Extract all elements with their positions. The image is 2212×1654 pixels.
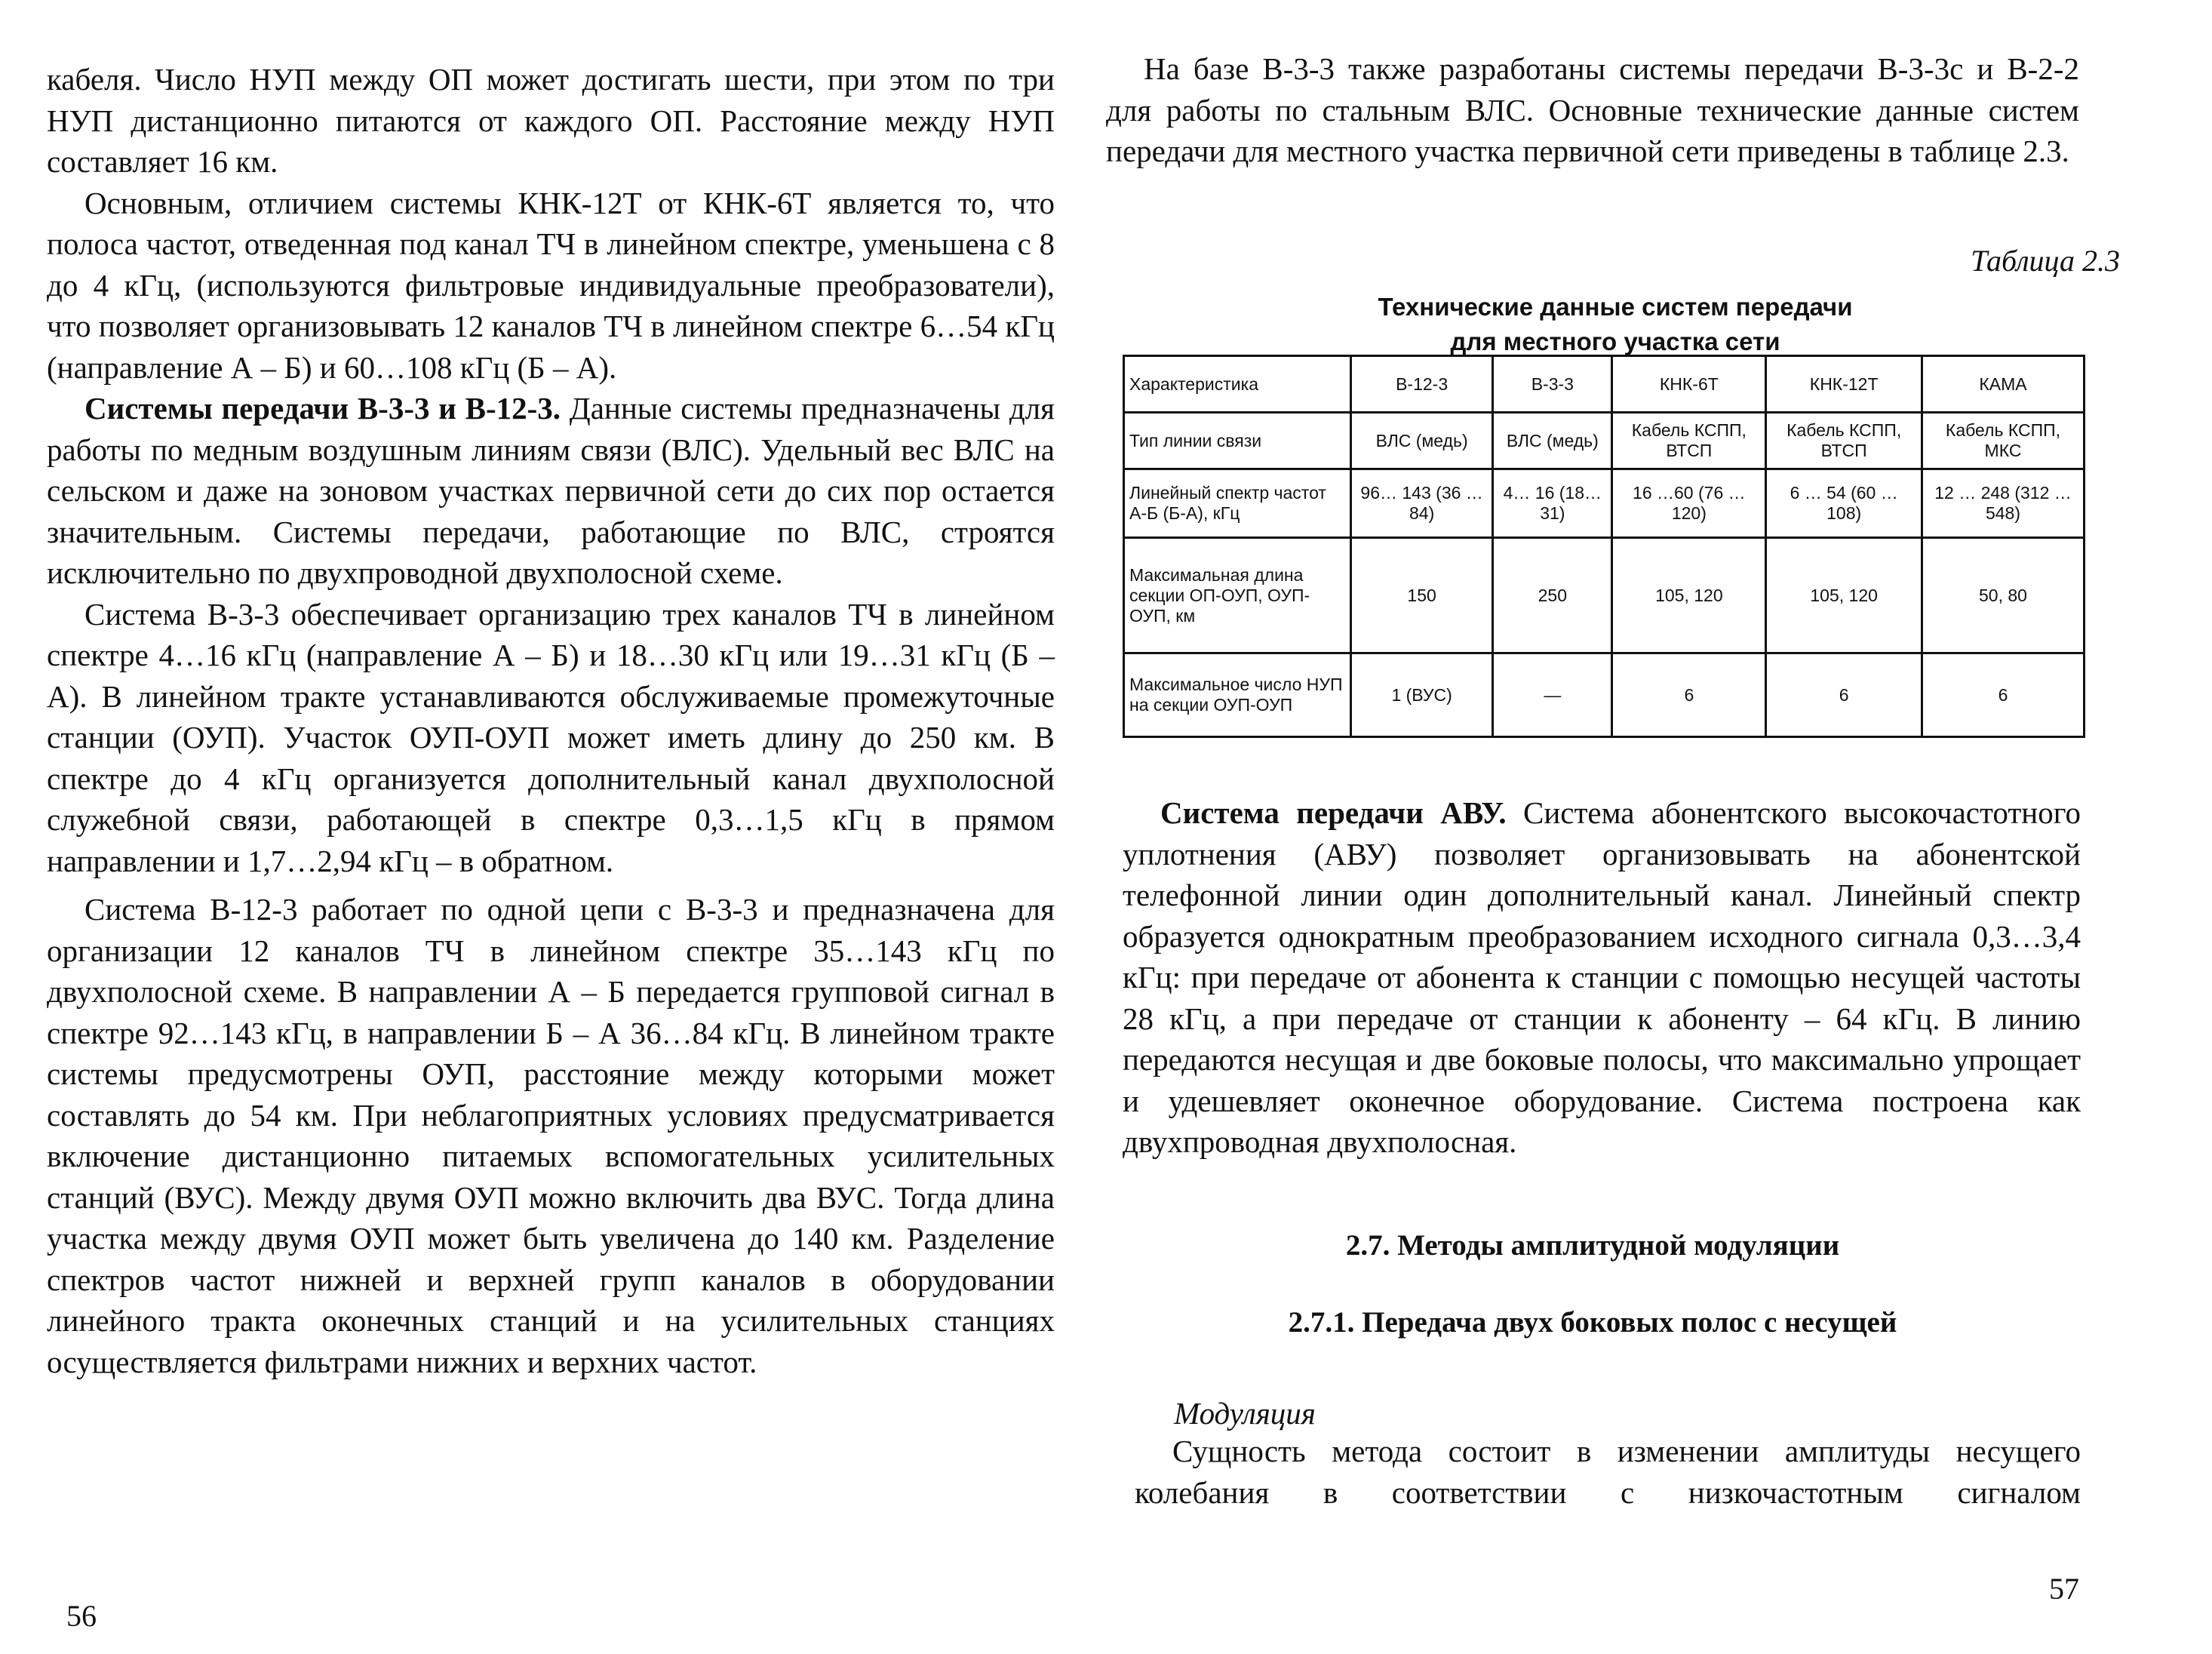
table-caption: Таблица 2.3 (1971, 244, 2120, 278)
table-cell: Максимальная длина секции ОП-ОУП, ОУП-ОУП, км (1124, 538, 1351, 653)
table-cell: ВЛС (медь) (1493, 413, 1612, 469)
table-row (1124, 413, 2085, 469)
paragraph-2: Основным, отличием системы КНК-12Т от КНК-6Т является то, что полоса частот, отведенная под канал ТЧ в линейном спектре, уменьшена с 8 до 4 кГц, (используются фильтровые индивидуальные преобразователи), что позволяет организовывать 12 каналов ТЧ в линейном спектре 6…54 кГц (направление А – Б) и 60…108 кГц (Б – А). (47, 185, 1055, 385)
section-heading: 2.7. Методы амплитудной модуляции (1345, 1229, 1840, 1262)
table-header-row (1124, 356, 2085, 413)
modulation-subheading: Модуляция (1174, 1396, 1316, 1431)
table-cell: — (1493, 653, 1612, 737)
table-cell: Кабель КСПП, МКС (1922, 413, 2085, 469)
paragraph-5: Система В-12-3 работает по одной цепи с В-3-3 и предназначена для организации 12 каналов ТЧ в линейном спектре 35…143 кГц по двухполосной схеме. В направлении А – Б передается групповой сигнал в спектре 92…143 кГц, в направлении Б – А 36…84 кГц. В линейном тракте системы предусмотрены ОУП, расстояние между которыми может составлять до 54 км. При неблагоприятных условиях предусматривается включение дистанционно питаемых вспомогательных усилительных станций (ВУС). Между двумя ОУП можно включить два ВУС. Тогда длина участка между двумя ОУП может быть увеличена до 140 км. Разделение спектров частот нижней и верхней групп каналов в оборудовании линейного тракта оконечных станций и на усилительных станциях осуществляется фильтрами нижних и верхних частот. (47, 892, 1055, 1379)
table-cell: 150 (1351, 538, 1493, 653)
table-header-cell: КНК-12Т (1766, 356, 1922, 413)
table-row (1124, 653, 2085, 737)
subsection-heading: 2.7.1. Передача двух боковых полос с несущей (1288, 1306, 1897, 1339)
table-row (1124, 538, 2085, 653)
table-header-cell: В-3-3 (1493, 356, 1612, 413)
paragraph-1: кабеля. Число НУП между ОП может достигать шести, при этом по три НУП дистанционно питаются от каждого ОП. Расстояние между НУП составляет 16 км. (47, 62, 1055, 179)
table-title (1129, 290, 2102, 359)
left-text-column (47, 59, 1055, 1382)
bold-lead: Системы передачи В-3-3 и В-12-3. (84, 391, 561, 426)
table-cell: 6 (1612, 653, 1766, 737)
table-header-cell: КНК-6Т (1612, 356, 1766, 413)
abu-lead: Система передачи АВУ. (1160, 795, 1507, 830)
paragraph-4: Система В-3-3 обеспечивает организацию трех каналов ТЧ в линейном спектре 4…16 кГц (направление А – Б) и 18…30 кГц или 19…31 кГц (Б – А). В линейном тракте устанавливаются обслуживаемые промежуточные станции (ОУП). Участок ОУП-ОУП может иметь длину до 250 км. В спектре до 4 кГц организуется дополнительный канал двухполосной служебной связи, работающей в спектре 0,3…1,5 кГц в прямом направлении и 1,7…2,94 кГц – в обратном. (47, 596, 1055, 878)
table-cell: ВЛС (медь) (1351, 413, 1493, 469)
table-cell: Кабель КСПП, ВТСП (1766, 413, 1922, 469)
table-cell: 50, 80 (1922, 538, 2085, 653)
table-cell: Линейный спектр частот А-Б (Б-А), кГц (1124, 469, 1351, 538)
abu-paragraph (1123, 792, 2081, 1163)
table-cell: Максимальное число НУП на секции ОУП-ОУП (1124, 653, 1351, 737)
data-table (1123, 355, 2085, 738)
table-cell: 6 (1766, 653, 1922, 737)
table-cell: 1 (ВУС) (1351, 653, 1493, 737)
paragraph-3 (47, 388, 1055, 594)
right-page (1106, 0, 2212, 1654)
paragraph-3-text: Данные системы предназначены для работы по медным воздушным линиям связи (ВЛС). Удельный вес ВЛС на сельском и даже на зоновом участках первичной сети до сих пор остается значительным. Системы передачи, работающие по ВЛС, строятся исключительно по двухпроводной двухполосной схеме. (47, 391, 1055, 590)
table-cell: 4… 16 (18…31) (1493, 469, 1612, 538)
page-number-right: 57 (2049, 1572, 2079, 1606)
table-header-cell: КАМА (1922, 356, 2085, 413)
intro-paragraph: На базе В-3-3 также разработаны системы передачи В-3-3с и В-2-2 для работы по стальным ВЛС. Основные технические данные систем передачи для местного участка первичной сети приведены в таблице 2.3. (1106, 51, 2079, 168)
table-cell: 16 …60 (76 … 120) (1612, 469, 1766, 538)
table-cell: 105, 120 (1766, 538, 1922, 653)
table-cell: Кабель КСПП, ВТСП (1612, 413, 1766, 469)
table-title-line-1: Технические данные систем передачи (1378, 293, 1853, 321)
page-number-left: 56 (66, 1599, 97, 1633)
table-cell: 6 … 54 (60 … 108) (1766, 469, 1922, 538)
table-cell: 12 … 248 (312 … 548) (1922, 469, 2085, 538)
abu-text: Система абонентского высокочастотного уплотнения (АВУ) позволяет организовывать на абонентской телефонной линии один дополнительный канал. Линейный спектр образуется однократным преобразованием исходного сигнала 0,3…3,4 кГц: при передаче от абонента к станции с помощью несущей частоты 28 кГц, а при передаче от станции к абоненту – 64 кГц. В линию передаются несущая и две боковые полосы, что максимально упрощает и удешевляет оконечное оборудование. Система построена как двухпроводная двухполосная. (1123, 795, 2081, 1159)
table-cell: 96… 143 (36 … 84) (1351, 469, 1493, 538)
table-cell: 250 (1493, 538, 1612, 653)
table-header-cell: Характеристика (1124, 356, 1351, 413)
table-cell: Тип линии связи (1124, 413, 1351, 469)
table-row (1124, 469, 2085, 538)
table-title-line-2: для местного участка сети (1450, 327, 1780, 355)
table-header-cell: В-12-3 (1351, 356, 1493, 413)
table-cell: 6 (1922, 653, 2085, 737)
table-cell: 105, 120 (1612, 538, 1766, 653)
last-paragraph: Сущность метода состоит в изменении амплитуды несущего колебания в соответствии с низкочастотным сигналом (1135, 1434, 2081, 1510)
